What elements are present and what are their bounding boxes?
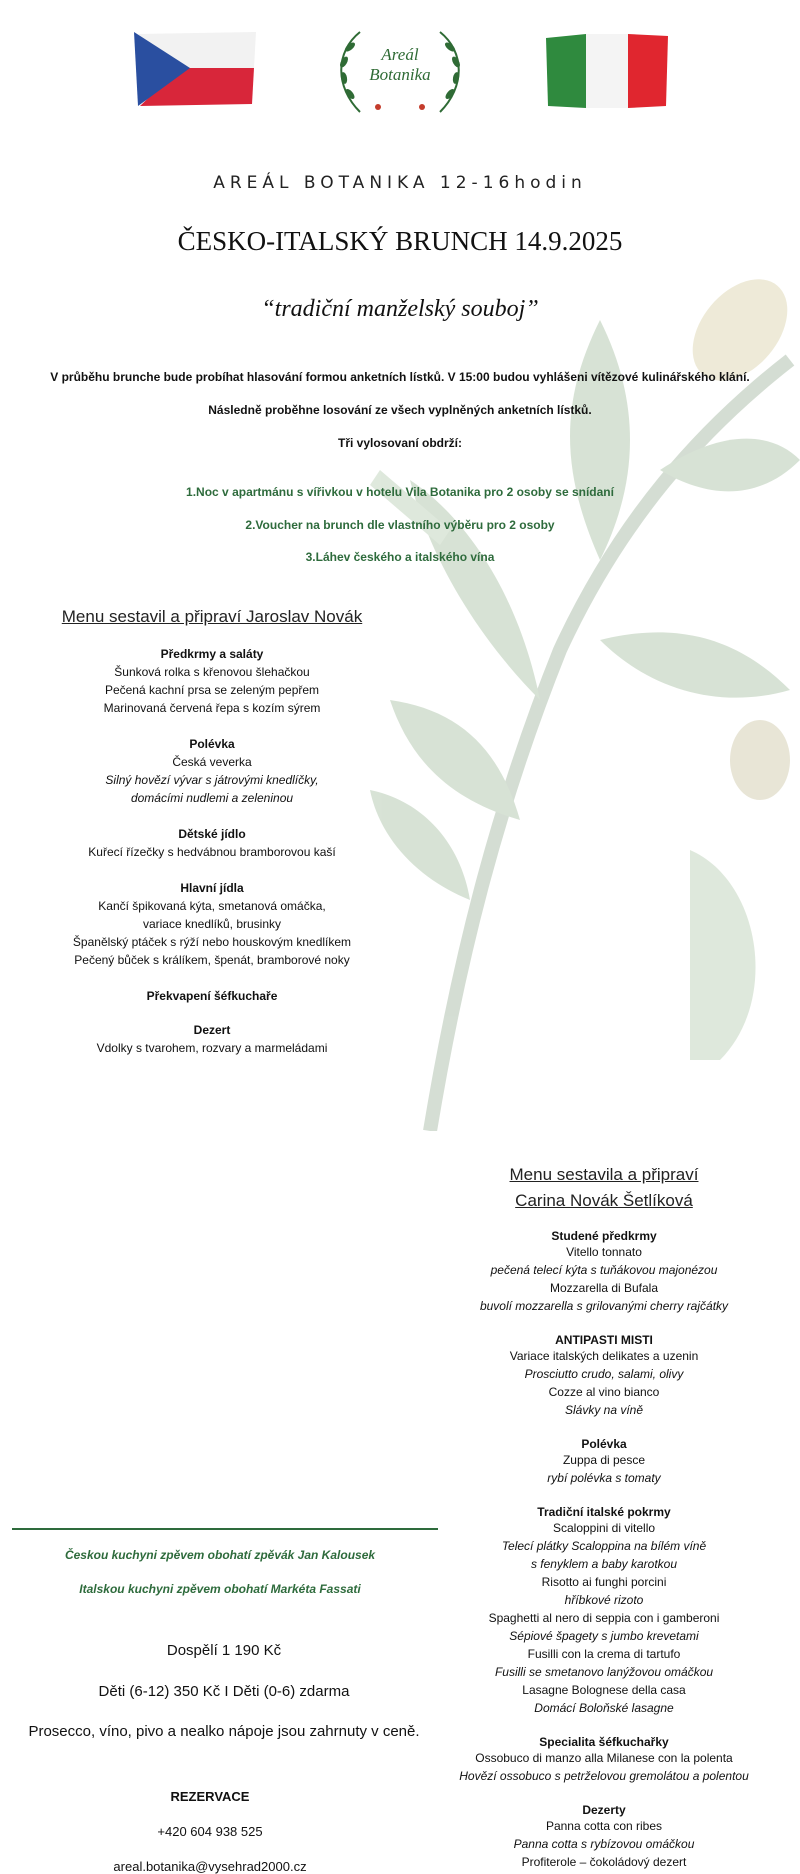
menu-item: Fusilli se smetanovo lanýžovou omáčkou — [494, 1665, 714, 1679]
menu-item: Pečený bůček s králíkem, špenát, bramborové noky — [74, 953, 350, 967]
reservation-phone[interactable]: +420 604 938 525 — [157, 1824, 263, 1839]
right-section-soup — [428, 1437, 780, 1487]
menu-item: Mozzarella di Bufala — [549, 1281, 659, 1295]
section-title: Dezert — [193, 1023, 231, 1037]
left-section-surprise — [12, 989, 412, 1003]
menu-item: Panna cotta con ribes — [545, 1819, 663, 1833]
right-section-chef-special — [428, 1735, 780, 1785]
left-section-dessert — [12, 1023, 412, 1057]
left-section-kids — [12, 827, 412, 861]
prize-3: 3.Láhev českého a italského vína — [305, 550, 495, 564]
reservation-title: REZERVACE — [170, 1789, 250, 1804]
event-tagline: “tradiční manželský souboj” — [261, 296, 539, 322]
right-menu — [428, 1165, 780, 1871]
price-adults: Dospělí 1 190 Kč — [166, 1642, 282, 1659]
prize-1: 1.Noc v apartmánu s vířivkou v hotelu Vila Botanika pro 2 osoby se snídaní — [186, 485, 614, 499]
section-title: Překvapení šéfkuchaře — [146, 989, 278, 1003]
menu-item: Fusilli con la crema di tartufo — [527, 1647, 681, 1661]
menu-item: pečená telecí kýta s tuňákovou majonézou — [490, 1263, 718, 1277]
section-title: Studené předkrmy — [551, 1229, 657, 1243]
section-title: Specialita šéfkuchařky — [539, 1735, 669, 1749]
menu-item: Kančí špikovaná kýta, smetanová omáčka, — [98, 899, 326, 913]
menu-item: rybí polévka s tomaty — [547, 1471, 661, 1485]
menu-item: Telecí plátky Scaloppina na bílém víně — [501, 1539, 707, 1553]
section-title: Dětské jídlo — [178, 827, 246, 841]
czech-flag-icon — [130, 28, 260, 108]
menu-item: Šunková rolka s křenovou šlehačkou — [114, 665, 310, 679]
section-title: Polévka — [581, 1437, 627, 1451]
section-title: ANTIPASTI MISTI — [555, 1333, 653, 1347]
menu-item: Pečená kachní prsa se zeleným pepřem — [104, 683, 320, 697]
section-title: Polévka — [189, 737, 235, 751]
price-children: Děti (6-12) 350 Kč I Děti (0-6) zdarma — [98, 1683, 350, 1700]
menu-item: Marinovaná červená řepa s kozím sýrem — [103, 701, 321, 715]
intro-line-3: Tři vylosovaní obdrží: — [337, 436, 463, 450]
menu-item: hříbkové rizoto — [564, 1593, 644, 1607]
right-chef-title-line-1: Menu sestavila a připraví — [509, 1165, 699, 1184]
left-section-starters — [12, 647, 412, 717]
menu-item: Cozze al vino bianco — [548, 1385, 660, 1399]
menu-item: Variace italských delikates a uzenin — [509, 1349, 699, 1363]
left-chef-title: Menu sestavil a připraví Jaroslav Novák — [61, 607, 363, 626]
venue-and-hours: AREÁL BOTANIKA 12-16hodin — [213, 173, 587, 193]
menu-item: variace knedlíků, brusinky — [142, 917, 282, 931]
menu-item: Lasagne Bolognese della casa — [522, 1683, 686, 1697]
menu-item: Španělský ptáček s rýží nebo houskovým knedlíkem — [72, 935, 352, 949]
left-section-soup — [12, 737, 412, 807]
menu-item: domácími nudlemi a zeleninou — [130, 791, 294, 805]
reservation-email[interactable]: areal.botanika@vysehrad2000.cz — [113, 1859, 307, 1874]
section-title: Předkrmy a saláty — [160, 647, 264, 661]
right-section-cold-starters — [428, 1229, 780, 1315]
menu-item: Slávky na víně — [564, 1403, 644, 1417]
intro-line-1: V průběhu brunche bude probíhat hlasování formou anketních lístků. V 15:00 budou vyhlášeni vítězové kulinářského klání. — [50, 370, 750, 384]
menu-item: Silný hovězí vývar s játrovými knedlíčky, — [105, 773, 319, 787]
menu-item: buvolí mozzarella s grilovanými cherry rajčátky — [479, 1299, 729, 1313]
menu-item: Risotto ai funghi porcini — [541, 1575, 667, 1589]
singer-czech: Českou kuchyni zpěvem obohatí zpěvák Jan Kalousek — [64, 1548, 376, 1562]
menu-item: Vdolky s tvarohem, rozvary a marmeládami — [96, 1041, 328, 1055]
menu-item: Kuřecí řízečky s hedvábnou bramborovou kaší — [88, 845, 336, 859]
right-section-desserts — [428, 1803, 780, 1871]
right-section-antipasti — [428, 1333, 780, 1419]
logo-text: Areál Botanika — [369, 45, 431, 84]
section-title: Tradiční italské pokrmy — [537, 1505, 671, 1519]
italian-flag-icon — [542, 30, 670, 110]
page-title: ČESKO-ITALSKÝ BRUNCH 14.9.2025 — [177, 226, 623, 256]
menu-item: Domácí Boloňské lasagne — [534, 1701, 674, 1715]
green-divider — [12, 1528, 438, 1530]
prize-2: 2.Voucher na brunch dle vlastního výběru pro 2 osoby — [245, 518, 555, 532]
menu-item: Spaghetti al nero di seppia con i gamberoni — [488, 1611, 720, 1625]
menu-item: Prosciutto crudo, salami, olivy — [524, 1367, 684, 1381]
right-chef-title-line-2: Carina Novák Šetlíková — [515, 1191, 693, 1210]
singer-italian: Italskou kuchyni zpěvem obohatí Markéta Fassati — [79, 1582, 361, 1596]
menu-item: Zuppa di pesce — [562, 1453, 646, 1467]
menu-item: Panna cotta s rybízovou omáčkou — [513, 1837, 695, 1851]
menu-item: Scaloppini di vitello — [552, 1521, 656, 1535]
menu-item: Sépiové špagety s jumbo krevetami — [509, 1629, 699, 1643]
menu-item: s fenyklem a baby karotkou — [530, 1557, 678, 1571]
intro-line-2: Následně proběhne losování ze všech vyplněných anketních lístků. — [208, 403, 592, 417]
price-included-note: Prosecco, víno, pivo a nealko nápoje jsou zahrnuty v ceně. — [28, 1723, 420, 1740]
menu-item: Profiterole – čokoládový dezert — [521, 1855, 687, 1869]
left-menu — [12, 607, 412, 1057]
section-title: Hlavní jídla — [180, 881, 244, 895]
menu-item: Česká veverka — [172, 755, 252, 769]
menu-item: Hovězí ossobuco s petrželovou gremolátou a polentou — [459, 1769, 749, 1783]
menu-item: Ossobuco di manzo alla Milanese con la polenta — [475, 1751, 733, 1765]
section-title: Dezerty — [582, 1803, 626, 1817]
right-section-italian-dishes — [428, 1505, 780, 1717]
left-section-mains — [12, 881, 412, 969]
menu-item: Vitello tonnato — [566, 1245, 642, 1259]
